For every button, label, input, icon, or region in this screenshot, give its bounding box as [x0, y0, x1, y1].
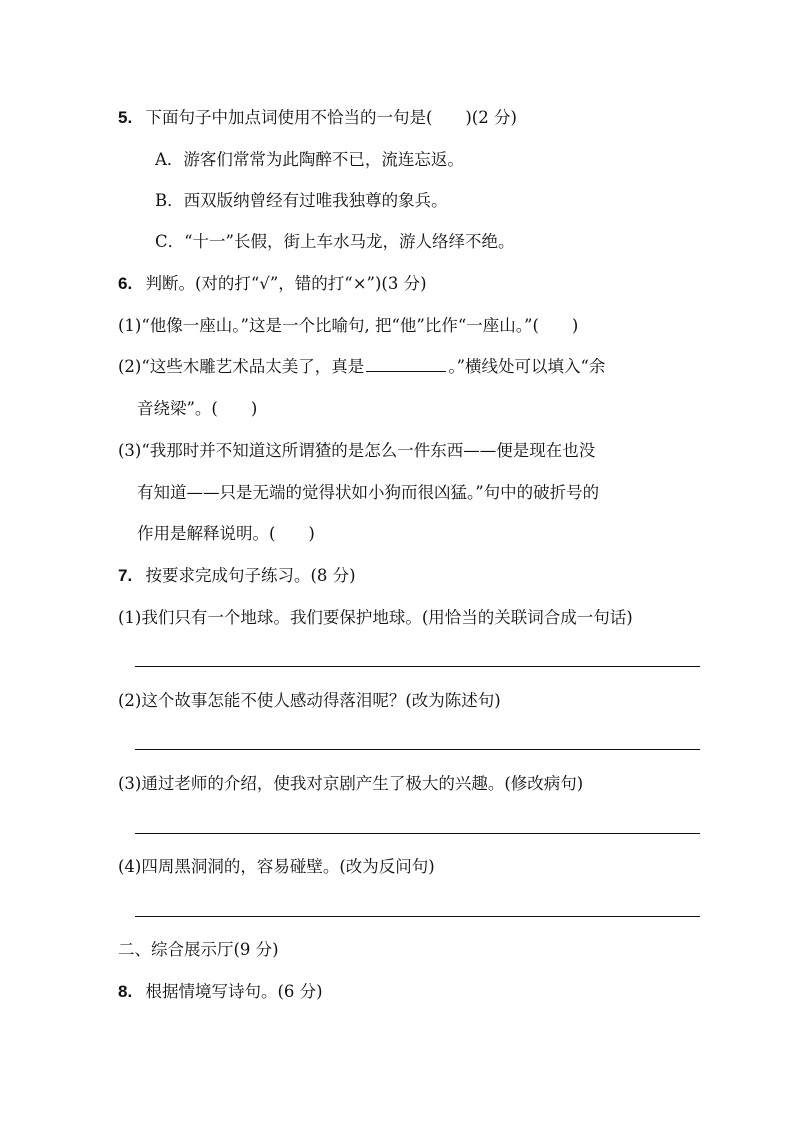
- item-text: “我那时并不知道这所谓猹的是怎么一件东西——便是现在也没: [141, 441, 596, 460]
- answer-line-2[interactable]: [135, 749, 700, 750]
- exercise-item-2: [118, 689, 501, 713]
- item-label: (4): [118, 857, 142, 876]
- question-5: [118, 106, 517, 130]
- question-number: 7.: [118, 566, 133, 585]
- item-text: 我们只有一个地球。我们要保护地球。(用恰当的关联词合成一句话): [141, 608, 633, 627]
- question-stem: 下面句子中加点词使用不恰当的一句是( )(2 分): [145, 108, 517, 127]
- question-stem: 判断。(对的打“√”，错的打“×”)(3 分): [145, 274, 427, 293]
- exercise-item-4: [118, 855, 435, 879]
- item-label: (1): [118, 608, 142, 627]
- item-text: “他像一座山。”这是一个比喻句, 把“他”比作“一座山。”( ): [141, 316, 579, 335]
- judgement-item-3-cont2: 作用是解释说明。( ): [137, 524, 315, 543]
- answer-line-1[interactable]: [135, 666, 700, 667]
- question-8: [118, 980, 323, 1004]
- judgement-item-2-cont: 音绕梁”。( ): [137, 399, 258, 418]
- question-7: [118, 564, 356, 588]
- exercise-item-1: [118, 606, 633, 630]
- item-label: (2): [118, 357, 142, 376]
- question-number: 6.: [118, 274, 133, 293]
- item-text: 四周黑洞洞的，容易碰壁。(改为反问句): [141, 857, 435, 876]
- fill-blank[interactable]: [366, 357, 446, 372]
- option-a: A．游客们常常为此陶醉不已，流连忘返。: [155, 150, 464, 169]
- item-label: (1): [118, 316, 142, 335]
- judgement-item-2: [118, 355, 605, 379]
- item-text: 这个故事怎能不使人感动得落泪呢？(改为陈述句): [141, 691, 501, 710]
- item-text-part1: “这些木雕艺术品太美了，真是: [141, 357, 365, 376]
- judgement-item-1: [118, 314, 578, 338]
- answer-line-3[interactable]: [135, 833, 700, 834]
- question-stem: 按要求完成句子练习。(8 分): [145, 566, 356, 585]
- question-number: 8.: [118, 982, 133, 1001]
- question-stem: 根据情境写诗句。(6 分): [145, 982, 323, 1001]
- option-b: B．西双版纳曾经有过唯我独尊的象兵。: [155, 191, 448, 210]
- question-number: 5.: [118, 108, 133, 127]
- option-c: C．“十一”长假，街上车水马龙，游人络绎不绝。: [155, 232, 515, 251]
- section-2-title: 二、综合展示厅(9 分): [118, 940, 279, 959]
- item-label: (3): [118, 441, 142, 460]
- exercise-item-3: [118, 772, 583, 796]
- item-text-part2: 。”横线处可以填入“余: [448, 357, 606, 376]
- judgement-item-3-cont1: 有知道——只是无端的觉得状如小狗而很凶猛。”句中的破折号的: [137, 483, 600, 502]
- item-text: 通过老师的介绍，使我对京剧产生了极大的兴趣。(修改病句): [141, 774, 584, 793]
- answer-line-4[interactable]: [135, 916, 700, 917]
- judgement-item-3: [118, 439, 595, 463]
- item-label: (3): [118, 774, 142, 793]
- question-6: [118, 272, 427, 296]
- item-label: (2): [118, 691, 142, 710]
